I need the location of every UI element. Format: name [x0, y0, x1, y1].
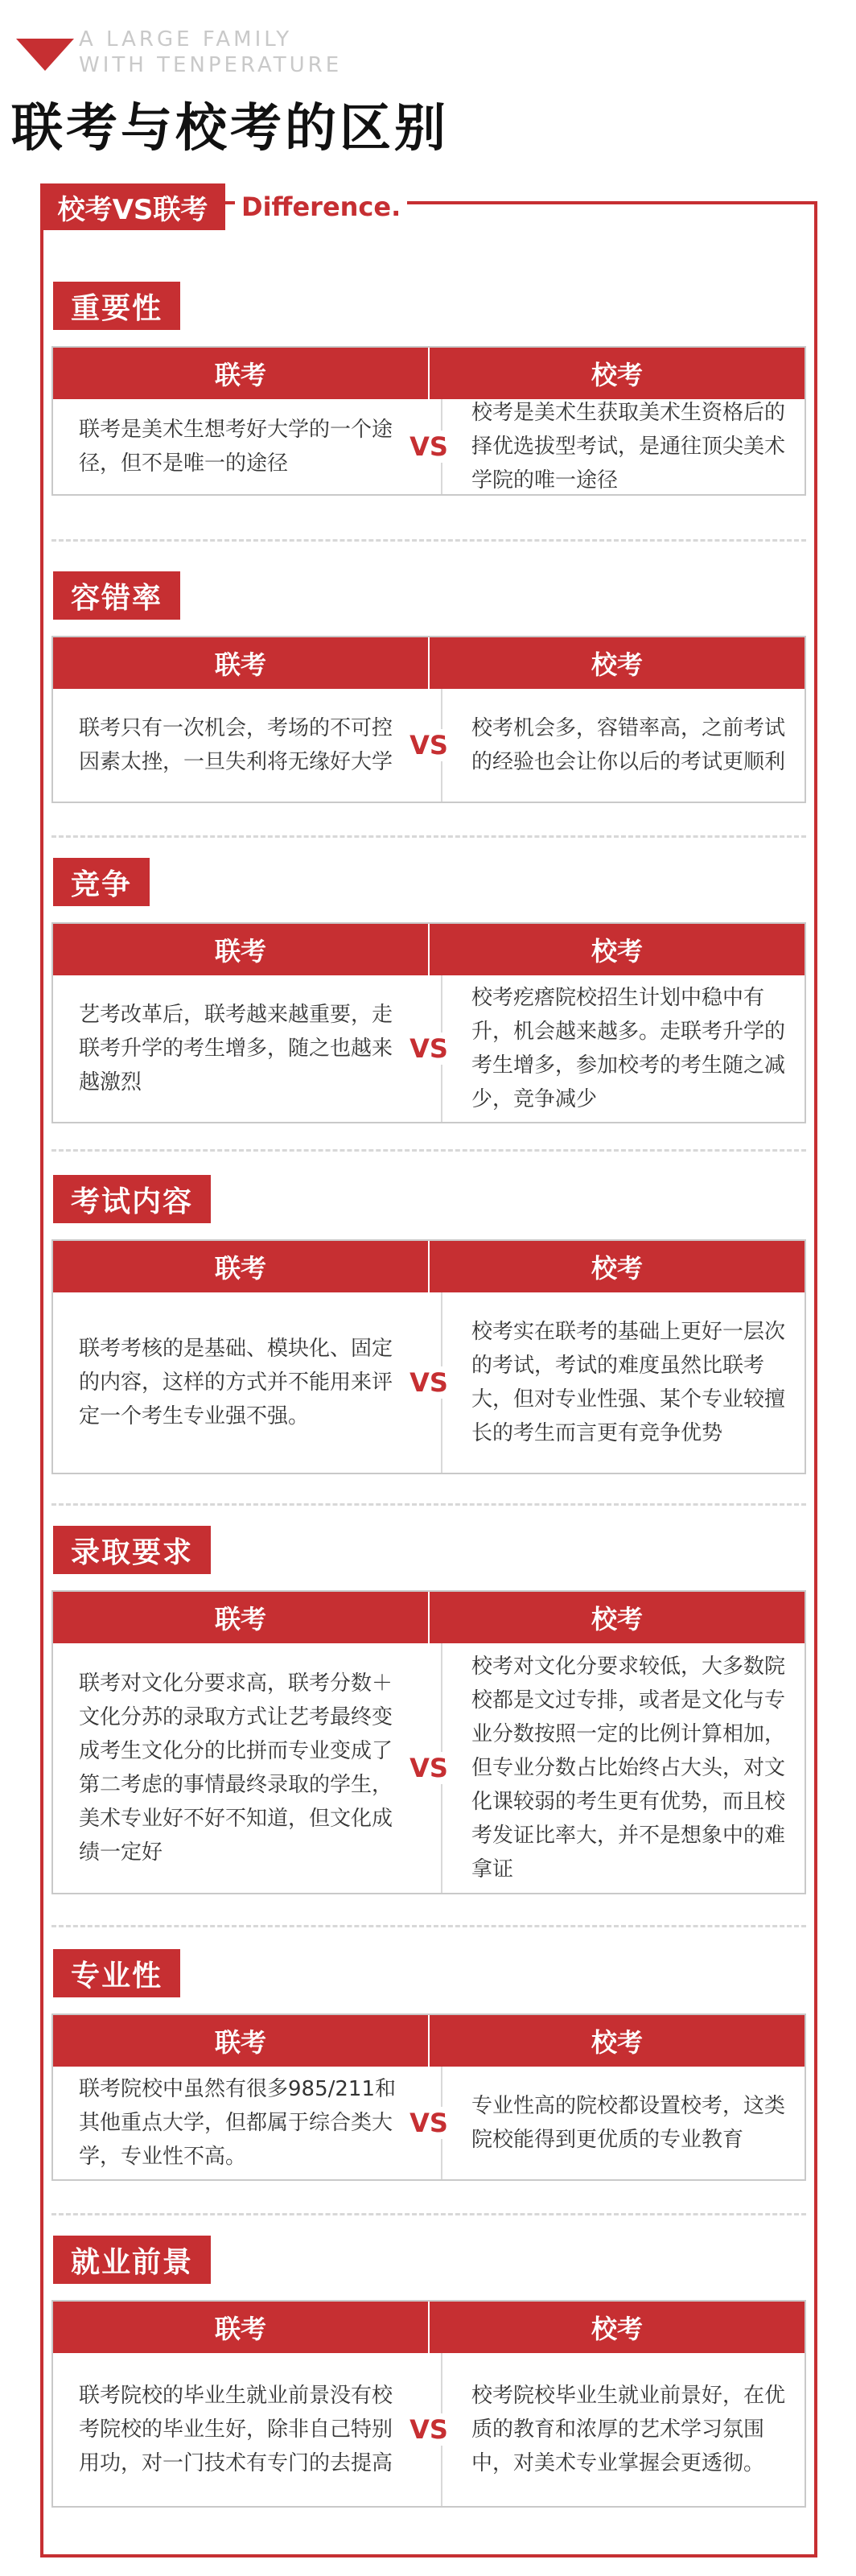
table-header — [53, 637, 805, 689]
frame-tab: 校考VS联考 — [40, 183, 225, 230]
section-label: 专业性 — [53, 1949, 180, 1997]
frame-tab-english: Difference. — [235, 185, 407, 229]
left-cell-text: 联考考核的是基础、模块化、固定的内容，这样的方式并不能用来评定一个考生专业强不强。 — [53, 1292, 442, 1473]
table-header — [53, 1592, 805, 1643]
comparison-table — [51, 636, 806, 803]
column-header-left: 联考 — [53, 924, 430, 975]
comparison-table — [51, 922, 806, 1123]
page-title: 联考与校考的区别 — [11, 99, 449, 159]
column-header-right: 校考 — [591, 2314, 643, 2344]
column-header-left: 联考 — [53, 2015, 430, 2067]
right-cell-text: 校考疙瘩院校招生计划中稳中有升，机会越来越多。走联考升学的考生增多，参加校考的考生随之减少，竞争减少 — [471, 986, 786, 1111]
right-cell-text: 校考机会多，容错率高，之前考试的经验也会让你以后的考试更顺利 — [471, 716, 786, 774]
table-row — [53, 2067, 805, 2179]
column-header-right: 校考 — [591, 1604, 643, 1634]
comparison-table — [51, 2013, 806, 2181]
vs-badge: VS — [409, 1367, 448, 1398]
column-header-left: 联考 — [53, 1592, 430, 1643]
right-cell-text: 校考对文化分要求较低，大多数院校都是文过专排，或者是文化与专业分数按照一定的比例计算相加，但专业分数占比始终占大头，对文化课较弱的考生更有优势，而且校考发证比率大，并不是想象中的难拿证 — [471, 1655, 786, 1882]
section-divider — [51, 539, 806, 542]
table-row — [53, 689, 805, 802]
left-cell-text: 联考院校的毕业生就业前景没有校考院校的毕业生好，除非自己特别用功，对一门技术有专门的去提高 — [53, 2353, 442, 2506]
right-cell-text: 校考实在联考的基础上更好一层次的考试，考试的难度虽然比联考大，但对专业性强、某个专业较擅长的考生而言更有竞争优势 — [471, 1320, 786, 1445]
comparison-table — [51, 2300, 806, 2508]
header-subtitle-line2: WITH TENPERATURE — [79, 53, 343, 77]
comparison-table — [51, 1239, 806, 1474]
table-row — [53, 1643, 805, 1893]
vs-badge: VS — [409, 2414, 448, 2445]
left-cell-text: 联考是美术生想考好大学的一个途径，但不是唯一的途径 — [53, 399, 442, 494]
column-header-left: 联考 — [53, 2302, 430, 2353]
comparison-table — [51, 346, 806, 496]
table-header — [53, 924, 805, 975]
table-header — [53, 2302, 805, 2353]
section-divider — [51, 1503, 806, 1506]
table-row — [53, 1292, 805, 1473]
section-divider — [51, 1149, 806, 1152]
header-subtitle-line1: A LARGE FAMILY — [79, 27, 293, 52]
column-header-left: 联考 — [53, 348, 430, 399]
vs-badge: VS — [409, 1033, 448, 1064]
table-row — [53, 975, 805, 1122]
section-label: 容错率 — [53, 571, 180, 620]
section-label: 竞争 — [53, 858, 150, 906]
column-header-right: 校考 — [591, 649, 643, 680]
comparison-table — [51, 1590, 806, 1894]
table-row — [53, 2353, 805, 2506]
table-header — [53, 348, 805, 399]
right-cell-text: 校考是美术生获取美术生资格后的择优选拔型考试，是通往顶尖美术学院的唯一途径 — [471, 401, 786, 493]
left-cell-text: 联考对文化分要求高，联考分数＋文化分苏的录取方式让艺考最终变成考生文化分的比拼而专业变成了第二考虑的事情最终录取的学生，美术专业好不好不知道，但文化成绩一定好 — [53, 1643, 442, 1893]
right-cell-text: 校考院校毕业生就业前景好，在优质的教育和浓厚的艺术学习氛围中，对美术专业掌握会更透彻。 — [471, 2384, 786, 2475]
section-divider — [51, 1925, 806, 1927]
section-divider — [51, 2213, 806, 2215]
top-header — [0, 0, 856, 80]
triangle-icon — [16, 39, 74, 71]
section-label: 考试内容 — [53, 1175, 211, 1223]
column-header-right: 校考 — [591, 360, 643, 390]
column-header-left: 联考 — [53, 637, 430, 689]
column-header-left: 联考 — [53, 1241, 430, 1292]
section-label: 重要性 — [53, 282, 180, 330]
left-cell-text: 联考只有一次机会，考场的不可控因素太挫，一旦失利将无缘好大学 — [53, 689, 442, 802]
section-label: 录取要求 — [53, 1526, 211, 1574]
vs-badge: VS — [409, 2108, 448, 2138]
column-header-right: 校考 — [591, 2027, 643, 2058]
vs-badge: VS — [409, 431, 448, 462]
column-header-right: 校考 — [591, 936, 643, 967]
right-cell-text: 专业性高的院校都设置校考，这类院校能得到更优质的专业教育 — [471, 2094, 786, 2152]
vs-badge: VS — [409, 730, 448, 760]
section-label: 就业前景 — [53, 2236, 211, 2284]
section-divider — [51, 835, 806, 838]
column-header-right: 校考 — [591, 1253, 643, 1284]
left-cell-text: 艺考改革后，联考越来越重要，走联考升学的考生增多，随之也越来越激烈 — [53, 975, 442, 1122]
table-header — [53, 1241, 805, 1292]
table-row — [53, 399, 805, 494]
left-cell-text: 联考院校中虽然有很多985/211和其他重点大学，但都属于综合类大学，专业性不高。 — [53, 2067, 442, 2179]
table-header — [53, 2015, 805, 2067]
vs-badge: VS — [409, 1753, 448, 1783]
